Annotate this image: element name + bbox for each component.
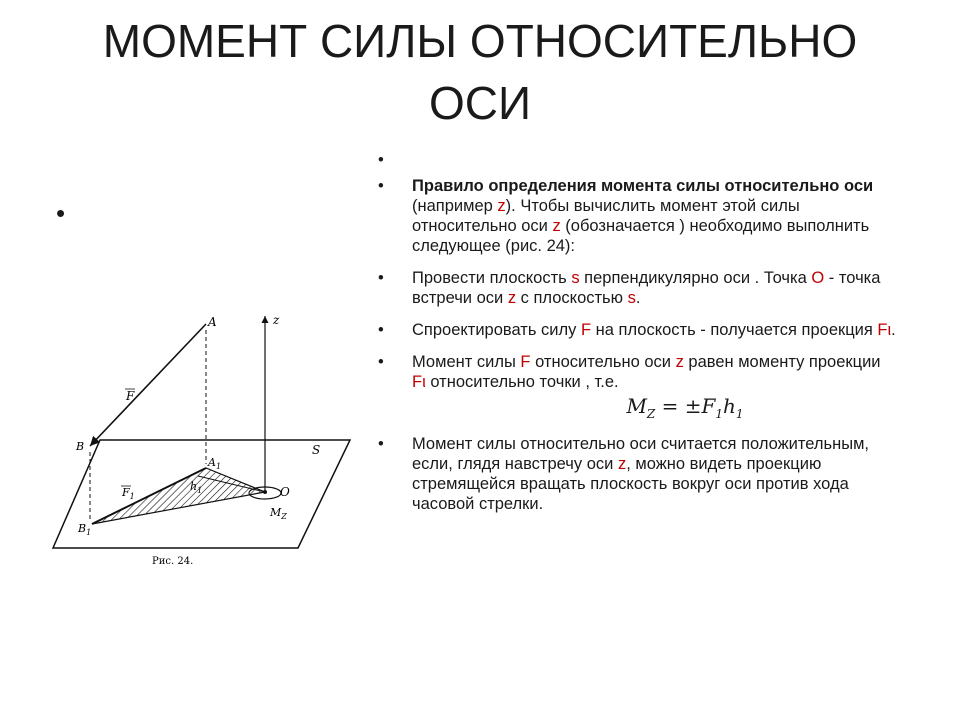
label-a: A <box>208 315 217 329</box>
label-f: F <box>126 389 135 403</box>
label-b1: $B_1$ <box>78 522 92 537</box>
point-o <box>263 490 267 494</box>
bullet-dot: • <box>378 353 384 371</box>
figure-24 <box>48 300 360 580</box>
bullet-dot: • <box>378 151 384 169</box>
axis-z: z <box>507 289 517 307</box>
label-s: S <box>312 443 321 457</box>
bullet-plane: • Провести плоскость s перпендикулярно оси . Точка O - точка встречи оси z с плоскостью s. <box>378 269 881 307</box>
bullet-dot: • <box>378 177 384 195</box>
force-f-ref: F <box>580 321 592 339</box>
left-bullet: • <box>56 198 66 228</box>
bullet-dot: • <box>378 269 384 287</box>
axis-z: z <box>675 353 684 371</box>
bullet-project: • Спроектировать силу F на плоскость - получается проекция Fι. <box>378 321 896 339</box>
force-fl-ref: Fι <box>877 321 892 339</box>
axis-z: z <box>497 197 506 215</box>
plane-s-ref: s <box>627 289 636 307</box>
rule-heading: Правило определения момента силы относительно оси <box>412 177 874 195</box>
label-a1: $A_1$ <box>208 456 222 471</box>
figure-caption: Рис. 24. <box>152 556 194 567</box>
bullet-dot: • <box>378 435 384 453</box>
moment-triangle <box>92 468 265 524</box>
bullet-list <box>378 150 898 526</box>
bullet-sign: • Момент силы относительно оси считается положительным, если, глядя навстречу оси z, можно видеть проекцию стремящейся вращать плоскость вокруг оси против хода часовой стрелки. <box>378 435 869 513</box>
bullet-dot: • <box>378 321 384 339</box>
label-f1: $F_1$ <box>122 486 135 501</box>
point-o-ref: O <box>811 269 825 287</box>
page-title: МОМЕНТ СИЛЫ ОТНОСИТЕЛЬНО ОСИ <box>102 15 858 129</box>
force-f <box>90 324 206 446</box>
axis-z: z <box>552 217 561 235</box>
bullet-moment: • Момент силы F относительно оси z равен моменту проекции Fι относительно точки , т.е. $M_Z = \pm F_1h_1$ <box>378 352 898 424</box>
bullet-rule: • Правило определения момента силы относительно оси (например z). Чтобы вычислить момент этой силы относительно оси z (обозначается ) необходимо выполнить следующее (рис. 24): <box>378 177 874 255</box>
label-z: z <box>273 313 280 327</box>
bullet-empty <box>378 150 898 170</box>
moment-formula: $M_Z = \pm F_1h_1$ <box>626 394 744 421</box>
axis-z: z <box>617 455 627 473</box>
label-mz: $M_Z$ <box>270 506 287 521</box>
plane-s-ref: s <box>571 269 580 287</box>
force-fl-ref: Fι <box>412 373 426 391</box>
label-b: B <box>76 440 85 453</box>
label-o: O <box>280 485 290 499</box>
force-f-ref: F <box>520 353 531 371</box>
label-h1: $h_1$ <box>190 480 203 495</box>
